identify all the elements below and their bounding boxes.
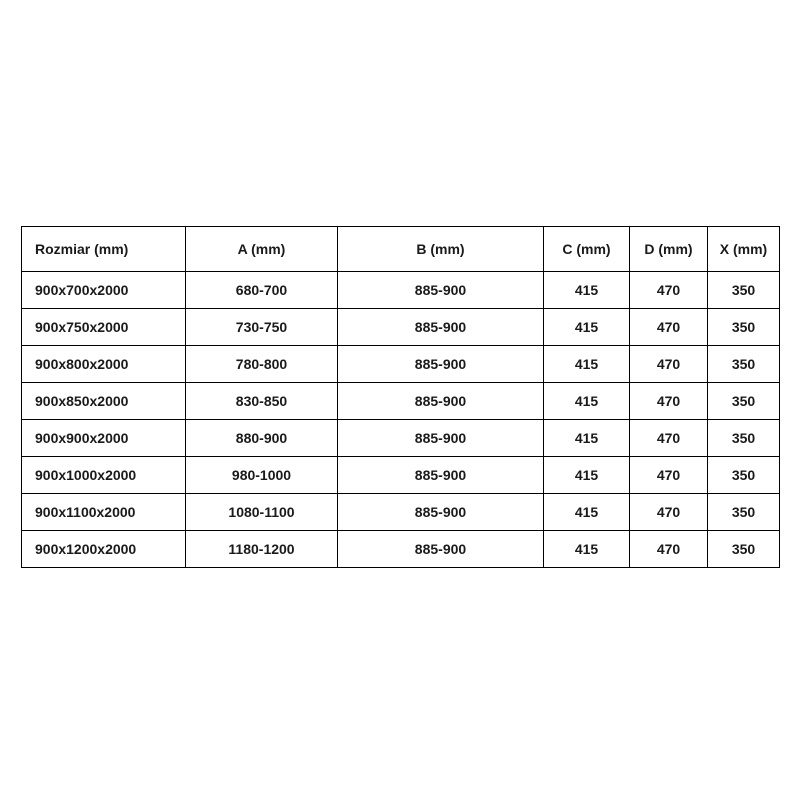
cell-d: 470 — [630, 272, 708, 309]
column-header-rozmiar: Rozmiar (mm) — [22, 227, 186, 272]
cell-x: 350 — [708, 272, 780, 309]
cell-c: 415 — [544, 346, 630, 383]
table-row — [22, 272, 780, 309]
cell-b: 885-900 — [338, 494, 544, 531]
cell-x: 350 — [708, 309, 780, 346]
cell-b: 885-900 — [338, 346, 544, 383]
table-row — [22, 346, 780, 383]
cell-a: 980-1000 — [186, 457, 338, 494]
cell-b: 885-900 — [338, 383, 544, 420]
cell-rozmiar: 900x700x2000 — [22, 272, 186, 309]
cell-x: 350 — [708, 531, 780, 568]
table-row — [22, 457, 780, 494]
cell-a: 730-750 — [186, 309, 338, 346]
cell-c: 415 — [544, 383, 630, 420]
table-row — [22, 531, 780, 568]
specification-table — [21, 226, 780, 568]
cell-a: 1180-1200 — [186, 531, 338, 568]
cell-c: 415 — [544, 272, 630, 309]
cell-a: 1080-1100 — [186, 494, 338, 531]
cell-x: 350 — [708, 494, 780, 531]
cell-b: 885-900 — [338, 420, 544, 457]
cell-c: 415 — [544, 420, 630, 457]
cell-d: 470 — [630, 494, 708, 531]
cell-d: 470 — [630, 457, 708, 494]
cell-rozmiar: 900x900x2000 — [22, 420, 186, 457]
cell-a: 780-800 — [186, 346, 338, 383]
column-header-a: A (mm) — [186, 227, 338, 272]
cell-rozmiar: 900x750x2000 — [22, 309, 186, 346]
cell-a: 830-850 — [186, 383, 338, 420]
cell-rozmiar: 900x1100x2000 — [22, 494, 186, 531]
table-row — [22, 420, 780, 457]
cell-x: 350 — [708, 420, 780, 457]
table-row — [22, 309, 780, 346]
cell-x: 350 — [708, 383, 780, 420]
cell-c: 415 — [544, 309, 630, 346]
table-header-row — [22, 227, 780, 272]
cell-rozmiar: 900x1200x2000 — [22, 531, 186, 568]
cell-a: 880-900 — [186, 420, 338, 457]
cell-x: 350 — [708, 346, 780, 383]
table-row — [22, 494, 780, 531]
cell-d: 470 — [630, 309, 708, 346]
cell-d: 470 — [630, 420, 708, 457]
cell-a: 680-700 — [186, 272, 338, 309]
cell-d: 470 — [630, 346, 708, 383]
cell-b: 885-900 — [338, 272, 544, 309]
cell-rozmiar: 900x800x2000 — [22, 346, 186, 383]
cell-x: 350 — [708, 457, 780, 494]
cell-rozmiar: 900x850x2000 — [22, 383, 186, 420]
cell-b: 885-900 — [338, 309, 544, 346]
cell-c: 415 — [544, 531, 630, 568]
column-header-x: X (mm) — [708, 227, 780, 272]
cell-c: 415 — [544, 494, 630, 531]
table-row — [22, 383, 780, 420]
cell-b: 885-900 — [338, 531, 544, 568]
cell-c: 415 — [544, 457, 630, 494]
specification-table-container — [21, 226, 779, 568]
cell-b: 885-900 — [338, 457, 544, 494]
column-header-d: D (mm) — [630, 227, 708, 272]
cell-d: 470 — [630, 531, 708, 568]
cell-rozmiar: 900x1000x2000 — [22, 457, 186, 494]
cell-d: 470 — [630, 383, 708, 420]
column-header-b: B (mm) — [338, 227, 544, 272]
column-header-c: C (mm) — [544, 227, 630, 272]
